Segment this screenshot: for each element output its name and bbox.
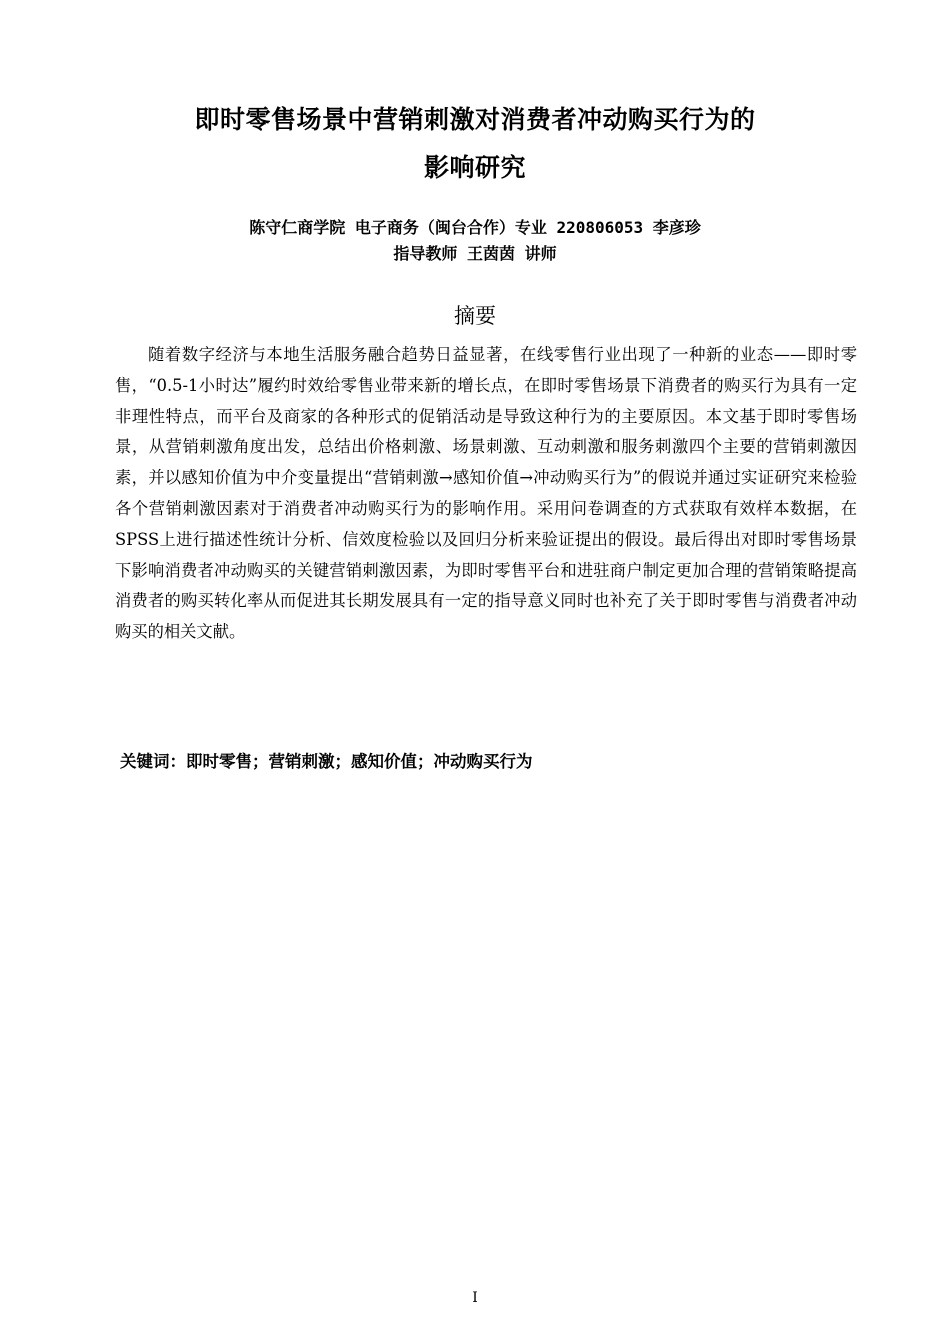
keywords-line: 关键词：即时零售；营销刺激；感知价值；冲动购买行为 (120, 752, 533, 771)
abstract-body: 随着数字经济与本地生活服务融合趋势日益显著，在线零售行业出现了一种新的业态——即时零售，“0.5-1小时达”履约时效给零售业带来新的增长点，在即时零售场景下消费者的购买行为具有一定非理性特点，而平台及商家的各种形式的促销活动是导致这种行为的主要原因。本文基于即时零售场景，从营销刺激角度出发，总结出价格刺激、场景刺激、互动刺激和服务刺激四个主要的营销刺激因素，并以感知价值为中介变量提出“营销刺激→感知价值→冲动购买行为”的假说并通过实证研究来检验各个营销刺激因素对于消费者冲动购买行为的影响作用。采用问卷调查的方式获取有效样本数据，在SPSS上进行描述性统计分析、信效度检验以及回归分析来验证提出的假设。最后得出对即时零售场景下影响消费者冲动购买的关键营销刺激因素，为即时零售平台和进驻商户制定更加合理的营销策略提高消费者的购买转化率从而促进其长期发展具有一定的指导意义同时也补充了关于即时零售与消费者冲动购买的相关文献。 (115, 345, 857, 642)
advisor-info: 指导教师 王茵茵 讲师 (393, 244, 557, 263)
paper-title-line-2: 影响研究 (423, 153, 526, 182)
author-info: 陈守仁商学院 电子商务（闽台合作）专业 220806053 李彦珍 (249, 218, 701, 237)
page-number: I (472, 1290, 478, 1306)
paper-title-line-1: 即时零售场景中营销刺激对消费者冲动购买行为的 (194, 105, 756, 134)
abstract-heading: 摘要 (454, 304, 496, 328)
